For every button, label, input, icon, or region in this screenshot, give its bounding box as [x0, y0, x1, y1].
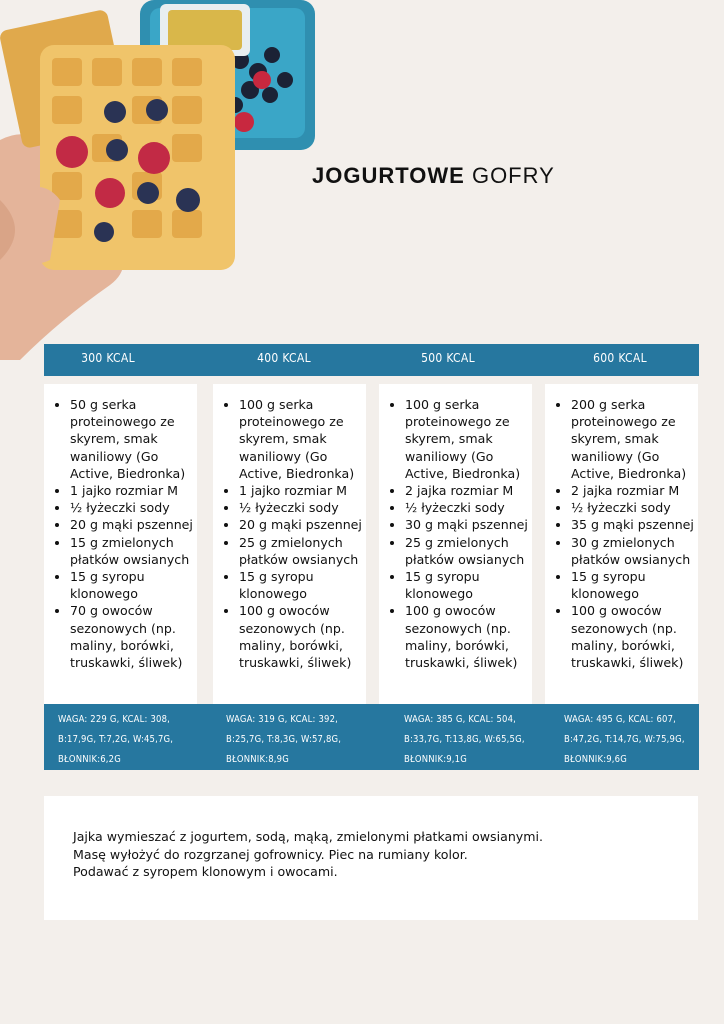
ingredient-list	[545, 384, 698, 671]
ingredient-item: • 50 g serka proteinowego ze skyrem, smak waniliowy (Go Active, Biedronka)	[70, 396, 197, 482]
ingredient-item: • 15 g syropu klonowego	[571, 568, 698, 602]
header-300-kcal: 300 KCAL	[81, 351, 135, 365]
recipe-title	[312, 163, 555, 189]
stats-line: B:33,7G, T:13,8G, W:65,5G,	[404, 734, 525, 745]
stats-line: WAGA: 229 G, KCAL: 308,	[58, 714, 171, 725]
nutrition-stats-600	[564, 710, 724, 770]
instructions-box	[44, 796, 698, 920]
ingredient-item: • 100 g owoców sezonowych (np. maliny, borówki, truskawki, śliwek)	[571, 602, 698, 671]
instruction-line: Jajka wymieszać z jogurtem, sodą, mąką, zmielonymi płatkami owsianymi.	[73, 829, 544, 844]
nutrition-stats-300	[58, 710, 218, 770]
ingredient-item: • ½ łyżeczki sody	[571, 499, 698, 516]
ingredient-item: • 15 g syropu klonowego	[405, 568, 532, 602]
ingredient-item: • 20 g mąki pszennej	[239, 516, 366, 533]
instruction-line: Masę wyłożyć do rozgrzanej gofrownicy. Piec na rumiany kolor.	[73, 846, 468, 862]
ingredient-item: • 200 g serka proteinowego ze skyrem, smak waniliowy (Go Active, Biedronka)	[571, 396, 698, 482]
ingredient-item: • ½ łyżeczki sody	[239, 499, 366, 516]
header-600-kcal: 600 KCAL	[593, 351, 647, 365]
ingredient-list	[44, 384, 197, 671]
instructions-text	[73, 828, 543, 881]
stats-line: BŁONNIK:8,9G	[226, 754, 289, 765]
ingredients-card-400	[213, 384, 366, 704]
ingredient-item: • 20 g mąki pszennej	[70, 516, 197, 533]
ingredients-card-300	[44, 384, 197, 704]
ingredient-list	[213, 384, 366, 671]
ingredients-card-600	[545, 384, 698, 704]
header-500-kcal: 500 KCAL	[421, 351, 475, 365]
nutrition-stats-400	[226, 710, 386, 770]
ingredient-list	[379, 384, 532, 671]
ingredient-item: • 30 g mąki pszennej	[405, 516, 532, 533]
stats-line: BŁONNIK:6,2G	[58, 754, 121, 765]
ingredient-item: • 15 g syropu klonowego	[239, 568, 366, 602]
waffle-photo	[0, 0, 320, 360]
instruction-line: Podawać z syropem klonowym i owocami.	[73, 864, 338, 879]
ingredient-item: • 100 g owoców sezonowych (np. maliny, borówki, truskawki, śliwek)	[405, 602, 532, 671]
ingredient-item: • ½ łyżeczki sody	[405, 499, 532, 516]
stats-line: WAGA: 319 G, KCAL: 392,	[226, 714, 339, 725]
ingredient-item: • 100 g serka proteinowego ze skyrem, smak waniliowy (Go Active, Biedronka)	[405, 396, 532, 482]
ingredients-card-500	[379, 384, 532, 704]
header-400-kcal: 400 KCAL	[257, 351, 311, 365]
stats-line: B:25,7G, T:8,3G, W:57,8G,	[226, 734, 342, 745]
stats-line: B:47,2G, T:14,7G, W:75,9G,	[564, 734, 685, 745]
ingredient-item: • 70 g owoców sezonowych (np. maliny, borówki, truskawki, śliwek)	[70, 602, 197, 671]
ingredient-item: • 35 g mąki pszennej	[571, 516, 698, 533]
ingredient-item: • 2 jajka rozmiar M	[571, 482, 698, 499]
ingredient-item: • 1 jajko rozmiar M	[70, 482, 197, 499]
ingredient-item: • 100 g serka proteinowego ze skyrem, smak waniliowy (Go Active, Biedronka)	[239, 396, 366, 482]
ingredient-item: • 100 g owoców sezonowych (np. maliny, borówki, truskawki, śliwek)	[239, 602, 366, 671]
ingredient-item: • 25 g zmielonych płatków owsianych	[239, 534, 366, 568]
stats-line: BŁONNIK:9,6G	[564, 754, 627, 765]
ingredient-item: • 1 jajko rozmiar M	[239, 482, 366, 499]
ingredient-item: • 15 g zmielonych płatków owsianych	[70, 534, 197, 568]
stats-line: BŁONNIK:9,1G	[404, 754, 467, 765]
stats-line: B:17,9G, T:7,2G, W:45,7G,	[58, 734, 174, 745]
ingredient-item: • 30 g zmielonych płatków owsianych	[571, 534, 698, 568]
ingredient-item: • 15 g syropu klonowego	[70, 568, 197, 602]
stats-line: WAGA: 385 G, KCAL: 504,	[404, 714, 517, 725]
ingredient-item: • 25 g zmielonych płatków owsianych	[405, 534, 532, 568]
title-light: GOFRY	[471, 163, 555, 188]
stats-line: WAGA: 495 G, KCAL: 607,	[564, 714, 677, 725]
ingredient-item: • ½ łyżeczki sody	[70, 499, 197, 516]
title-bold: JOGURTOWE	[312, 163, 465, 188]
ingredient-item: • 2 jajka rozmiar M	[405, 482, 532, 499]
nutrition-stats-500	[404, 710, 564, 770]
